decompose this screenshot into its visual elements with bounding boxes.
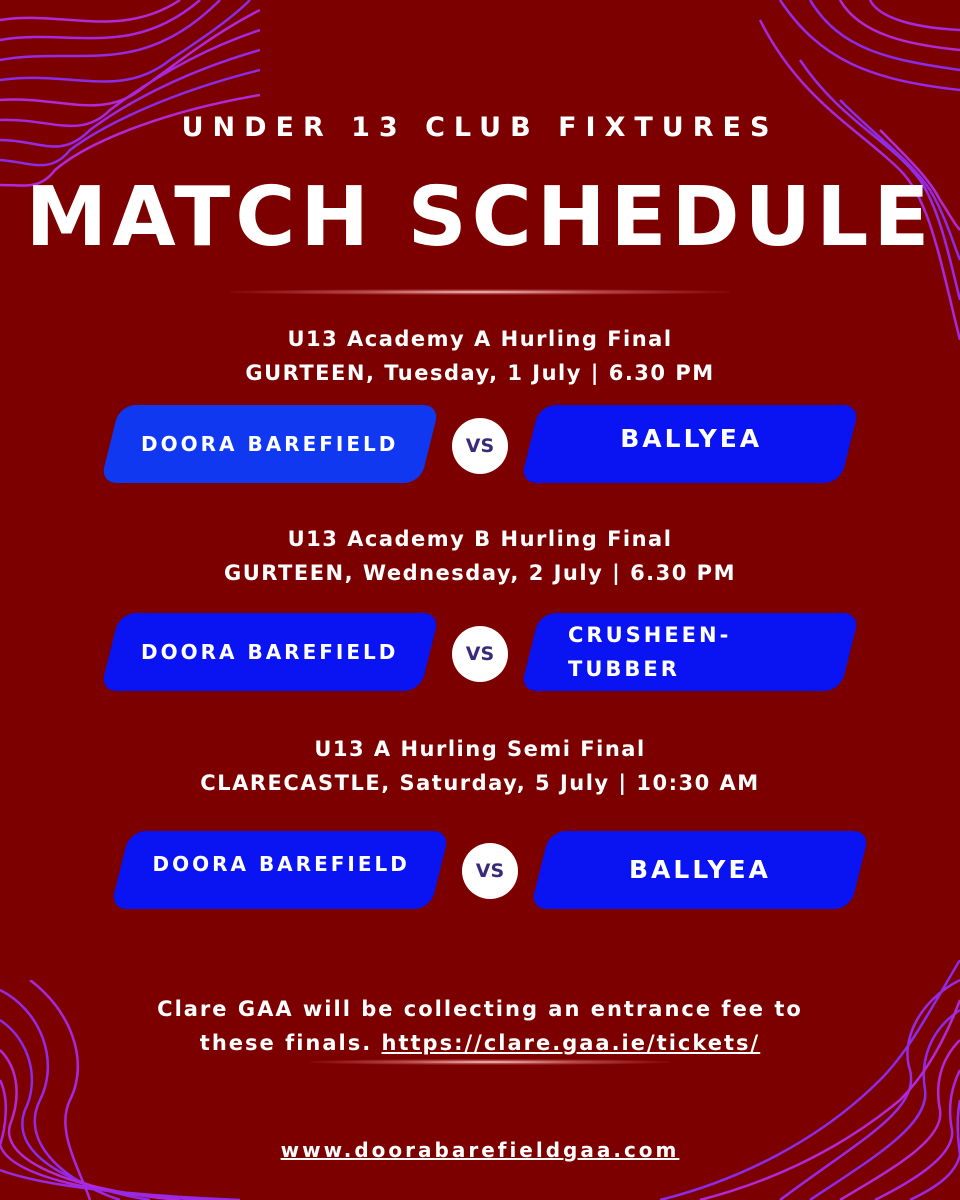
- fixture-1-details: GURTEEN, Tuesday, 1 July | 6.30 PM: [245, 361, 715, 385]
- fixture-1-home-label: DOORA BAREFIELD: [141, 432, 399, 456]
- fixture-2-away-label: [568, 618, 731, 686]
- fixture-3-vs-badge: VS: [462, 843, 518, 899]
- poster-subtitle: UNDER 13 CLUB FIXTURES: [181, 112, 779, 143]
- website-link[interactable]: www.doorabarefieldgaa.com: [280, 1138, 680, 1162]
- fixture-1-competition: U13 Academy A Hurling Final: [287, 327, 673, 351]
- fixture-3-info: [0, 732, 960, 800]
- fixture-1-home-team: [100, 405, 439, 483]
- fixture-2-home-team: [100, 613, 439, 691]
- fixture-2-vs-badge: VS: [452, 626, 508, 682]
- fixture-1-away-team: [520, 405, 859, 483]
- fixture-3-home-label: DOORA BAREFIELD: [152, 852, 411, 876]
- fixture-1-info: [0, 322, 960, 390]
- fixture-3-competition: U13 A Hurling Semi Final: [314, 737, 646, 761]
- fixture-3-away-label: BALLYEA: [629, 855, 771, 884]
- fixture-3-away-team: [530, 831, 869, 909]
- entrance-fee-note: [0, 992, 960, 1060]
- note-line-2-text: these finals.: [199, 1031, 373, 1055]
- note-line-2: [0, 1026, 960, 1060]
- tickets-link[interactable]: https://clare.gaa.ie/tickets/: [381, 1031, 761, 1055]
- fixture-2-away-line-2: TUBBER: [568, 657, 681, 681]
- fixture-2-away-team: [520, 613, 859, 691]
- fixture-2-info: [0, 522, 960, 590]
- title-divider: [230, 289, 730, 295]
- fixture-2-home-label: DOORA BAREFIELD: [141, 640, 399, 664]
- note-line-1: Clare GAA will be collecting an entrance fee to: [157, 997, 803, 1021]
- fixture-1-away-label: BALLYEA: [620, 424, 763, 453]
- fixture-1-vs-badge: VS: [452, 418, 508, 474]
- poster-title: MATCH SCHEDULE: [25, 170, 935, 265]
- fixture-3-home-team: [110, 831, 449, 909]
- fixture-2-details: GURTEEN, Wednesday, 2 July | 6.30 PM: [224, 561, 736, 585]
- fixture-2-away-line-1: CRUSHEEN-: [568, 623, 732, 647]
- fixture-3-details: CLARECASTLE, Saturday, 5 July | 10:30 AM: [200, 771, 760, 795]
- note-divider: [310, 1059, 670, 1065]
- fixture-2-competition: U13 Academy B Hurling Final: [287, 527, 673, 551]
